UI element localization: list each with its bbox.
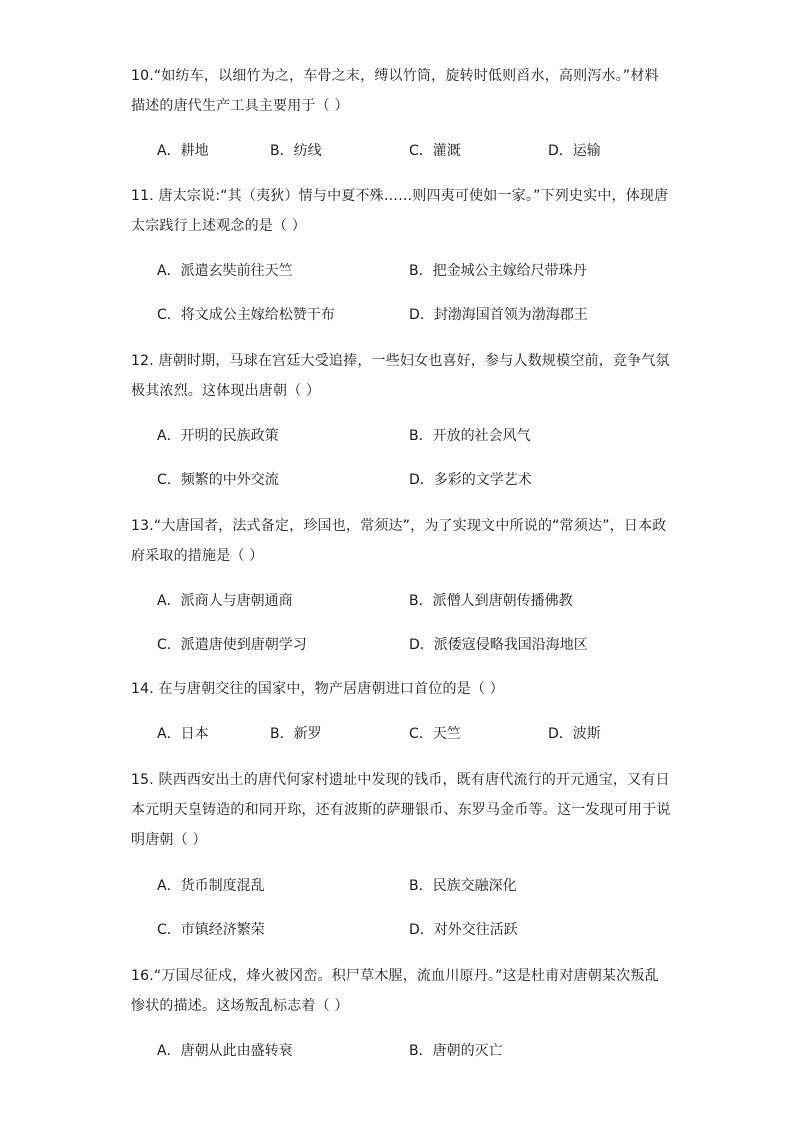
option-c: C．派遣唐使到唐朝学习	[157, 637, 307, 653]
option-d: D．波斯	[548, 726, 601, 742]
question-text-line: 14. 在与唐朝交往的国家中，物产居唐朝进口首位的是（ ）	[131, 681, 504, 697]
question-16-stem	[131, 961, 671, 1021]
question-text-line: 13.“大唐国者，法式备定，珍国也，常须达”，为了实现文中所说的“常须达”，日本政	[131, 518, 667, 534]
option-d: D．多彩的文学艺术	[409, 472, 532, 488]
question-11-options-row1	[157, 261, 677, 281]
question-text-line: 明唐朝（ ）	[131, 832, 207, 848]
question-14-options	[157, 724, 677, 744]
option-b: B．派僧人到唐朝传播佛教	[409, 593, 573, 609]
question-10-stem	[131, 61, 671, 121]
question-11-stem	[131, 181, 671, 241]
question-text-line: 11. 唐太宗说:“其（夷狄）情与中夏不殊……则四夷可使如一家。”下列史实中，体现唐	[131, 188, 669, 204]
question-12-options-row2	[157, 470, 677, 490]
option-b: B．把金城公主嫁给尺带珠丹	[409, 263, 587, 279]
question-10-options	[157, 141, 677, 161]
question-text-line: 府采取的措施是（ ）	[131, 548, 264, 564]
question-12-stem	[131, 346, 671, 406]
question-15-options-row2	[157, 920, 677, 940]
question-text-line: 太宗践行上述观念的是（ ）	[131, 218, 307, 234]
question-15-stem	[131, 765, 671, 855]
question-12-options-row1	[157, 426, 677, 446]
question-13-options-row1	[157, 591, 677, 611]
question-15-options-row1	[157, 876, 677, 896]
question-text-line: 本元明天皇铸造的和同开珎，还有波斯的萨珊银币、东罗马金币等。这一发现可用于说	[131, 802, 671, 818]
option-a: A．日本	[157, 726, 209, 742]
option-d: D．运输	[548, 143, 601, 159]
option-a: A．货币制度混乱	[157, 878, 265, 894]
option-c: C．将文成公主嫁给松赞干布	[157, 307, 335, 323]
question-text-line: 10.“如纺车，以细竹为之，车骨之末，缚以竹筒，旋转时低则舀水，高则泻水。”材料	[131, 68, 659, 84]
option-b: B．开放的社会风气	[409, 428, 531, 444]
option-a: A．派遣玄奘前往天竺	[157, 263, 293, 279]
question-11-options-row2	[157, 305, 677, 325]
option-b: B．新罗	[270, 726, 322, 742]
option-b: B．纺线	[270, 143, 322, 159]
question-text-line: 16.“万国尽征戍，烽火被冈峦。积尸草木腥，流血川原丹。”这是杜甫对唐朝某次叛乱	[131, 968, 659, 984]
option-d: D．对外交往活跃	[409, 922, 518, 938]
question-13-stem	[131, 511, 671, 571]
option-c: C．市镇经济繁荣	[157, 922, 265, 938]
option-d: D．派倭寇侵略我国沿海地区	[409, 637, 588, 653]
option-d: D．封渤海国首领为渤海郡王	[409, 307, 588, 323]
question-text-line: 12. 唐朝时期，马球在宫廷大受追捧，一些妇女也喜好，参与人数规模空前，竞争气氛	[131, 353, 670, 369]
option-a: A．唐朝从此由盛转衰	[157, 1043, 293, 1059]
option-b: B．唐朝的灭亡	[409, 1043, 503, 1059]
option-a: A．耕地	[157, 143, 209, 159]
option-c: C．灌溉	[409, 143, 461, 159]
option-a: A．开明的民族政策	[157, 428, 279, 444]
question-text-line: 描述的唐代生产工具主要用于（ ）	[131, 98, 349, 114]
question-14-stem	[131, 674, 671, 704]
option-c: C．天竺	[409, 726, 461, 742]
question-text-line: 惨状的描述。这场叛乱标志着（ ）	[131, 998, 349, 1014]
option-c: C．频繁的中外交流	[157, 472, 279, 488]
option-b: B．民族交融深化	[409, 878, 517, 894]
question-text-line: 15. 陕西西安出土的唐代何家村遗址中发现的钱币，既有唐代流行的开元通宝，又有日	[131, 772, 670, 788]
question-text-line: 极其浓烈。这体现出唐朝（ ）	[131, 383, 321, 399]
option-a: A．派商人与唐朝通商	[157, 593, 293, 609]
question-16-options-row1	[157, 1041, 677, 1061]
question-13-options-row2	[157, 635, 677, 655]
